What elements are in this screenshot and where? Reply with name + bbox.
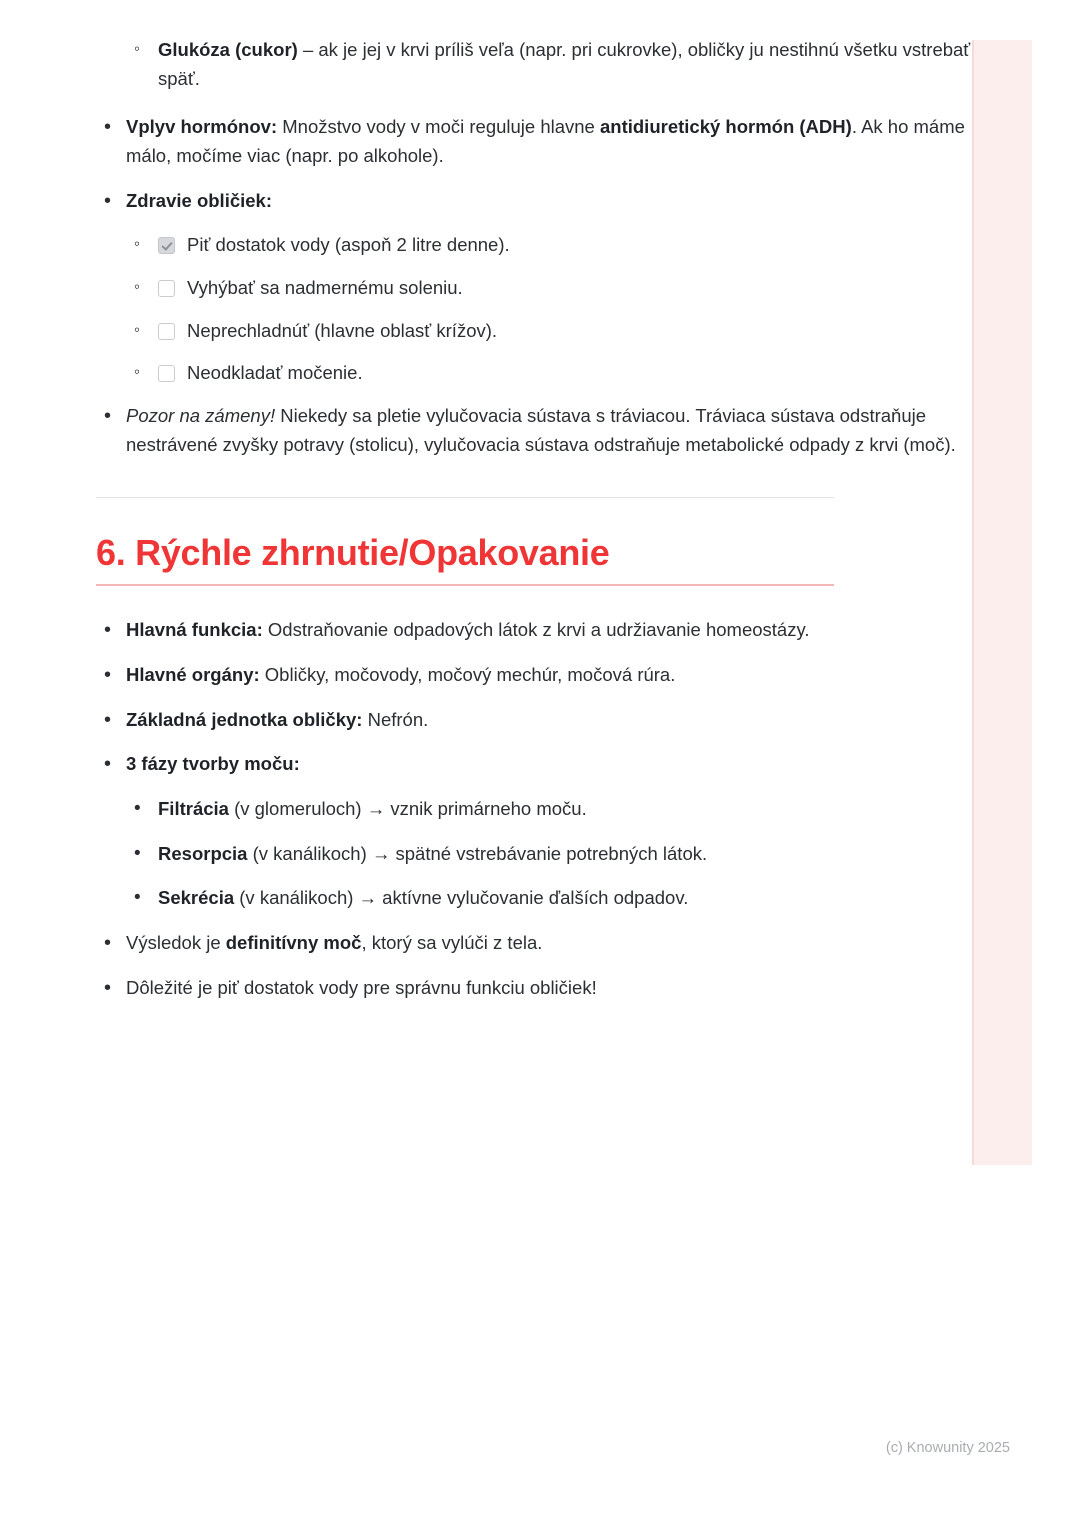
summary-text: Nefrón. xyxy=(362,708,429,730)
section-title-underline xyxy=(96,584,834,586)
list-item-text: – ak je jej v krvi príliš veľa (napr. pri cukrovke), obličky ju nestihnú všetku vstrebať späť. xyxy=(158,39,971,89)
section-divider xyxy=(96,497,834,498)
closing-bold: definitívny moč xyxy=(225,932,362,954)
list-item xyxy=(96,616,980,645)
checklist-label: Neodkladať močenie. xyxy=(187,362,363,384)
phases-list xyxy=(96,795,980,913)
phase-lead: Sekrécia xyxy=(158,887,235,909)
list-item xyxy=(96,359,980,388)
warning-list xyxy=(96,402,980,459)
list-item-phases-heading xyxy=(96,750,980,779)
phase-text: (v glomeruloch) → vznik primárneho moču. xyxy=(228,798,587,820)
health-checklist xyxy=(96,231,980,388)
summary-list xyxy=(96,616,980,779)
summary-text: Obličky, močovody, močový mechúr, močová rúra. xyxy=(259,664,676,686)
closing-rest: , ktorý sa vylúči z tela. xyxy=(361,932,543,954)
hormones-rest: . Ak ho máme málo, močíme viac (napr. po alkohole). xyxy=(126,116,965,167)
warning-emphasis: Pozor na zámeny! xyxy=(126,405,276,427)
closing-pre: Výsledok je xyxy=(126,932,226,954)
hormones-lead: Vplyv hormónov: xyxy=(126,116,278,138)
list-item-hormones xyxy=(96,113,980,170)
checklist-label: Neprechladnúť (hlavne oblasť krížov). xyxy=(187,319,498,341)
list-item-health-heading xyxy=(96,187,980,216)
list-item-warning xyxy=(96,402,980,459)
list-item xyxy=(96,884,980,913)
list-item xyxy=(96,661,980,690)
hormones-mid: Množstvo vody v moči reguluje hlavne xyxy=(277,116,600,138)
section-title: 6. Rýchle zhrnutie/Opakovanie xyxy=(96,532,610,574)
intro-list xyxy=(96,36,980,93)
phase-lead: Filtrácia xyxy=(158,798,229,820)
summary-lead: Základná jednotka obličky: xyxy=(126,708,363,730)
list-item xyxy=(96,36,980,93)
summary-lead: Hlavná funkcia: xyxy=(126,619,263,641)
checkbox[interactable] xyxy=(158,280,175,297)
phase-text: (v kanálikoch) → aktívne vylučovanie ďalších odpadov. xyxy=(234,887,689,909)
summary-lead: Hlavné orgány: xyxy=(126,664,260,686)
list-item xyxy=(96,231,980,260)
list-item xyxy=(96,317,980,346)
hormones-bold: antidiuretický hormón (ADH) xyxy=(599,116,852,138)
list-item xyxy=(96,274,980,303)
phase-text: (v kanálikoch) → spätné vstrebávanie potrebných látok. xyxy=(247,842,708,864)
checklist-label: Vyhýbať sa nadmernému soleniu. xyxy=(187,277,463,299)
list-item-lead: Glukóza (cukor) xyxy=(158,39,298,60)
checklist-label: Piť dostatok vody (aspoň 2 litre denne). xyxy=(187,234,510,256)
warning-text: Niekedy sa pletie vylučovacia sústava s tráviacou. Tráviaca sústava odstraňuje nestrávené zvyšky potravy (stolicu), vylučovacia sústava odstraňuje metabolické odpady z krvi (moč). xyxy=(126,405,956,455)
checkbox-checked[interactable] xyxy=(158,237,175,254)
list-item xyxy=(96,706,980,735)
list-item xyxy=(96,840,980,869)
phase-lead: Resorpcia xyxy=(158,842,248,864)
closing-pre: Dôležité je piť dostatok vody pre správnu funkciu obličiek! xyxy=(126,976,597,998)
closing-list xyxy=(96,929,980,1002)
health-heading: Zdravie obličiek: xyxy=(126,189,272,211)
footer-copyright: (c) Knowunity 2025 xyxy=(885,1440,1010,1456)
main-list xyxy=(96,113,980,215)
checkbox[interactable] xyxy=(158,323,175,340)
checkbox[interactable] xyxy=(158,365,175,382)
phases-heading: 3 fázy tvorby moču: xyxy=(126,753,300,775)
list-item xyxy=(96,929,980,958)
list-item xyxy=(96,795,980,824)
summary-text: Odstraňovanie odpadových látok z krvi a udržiavanie homeostázy. xyxy=(262,619,810,641)
list-item xyxy=(96,974,980,1003)
